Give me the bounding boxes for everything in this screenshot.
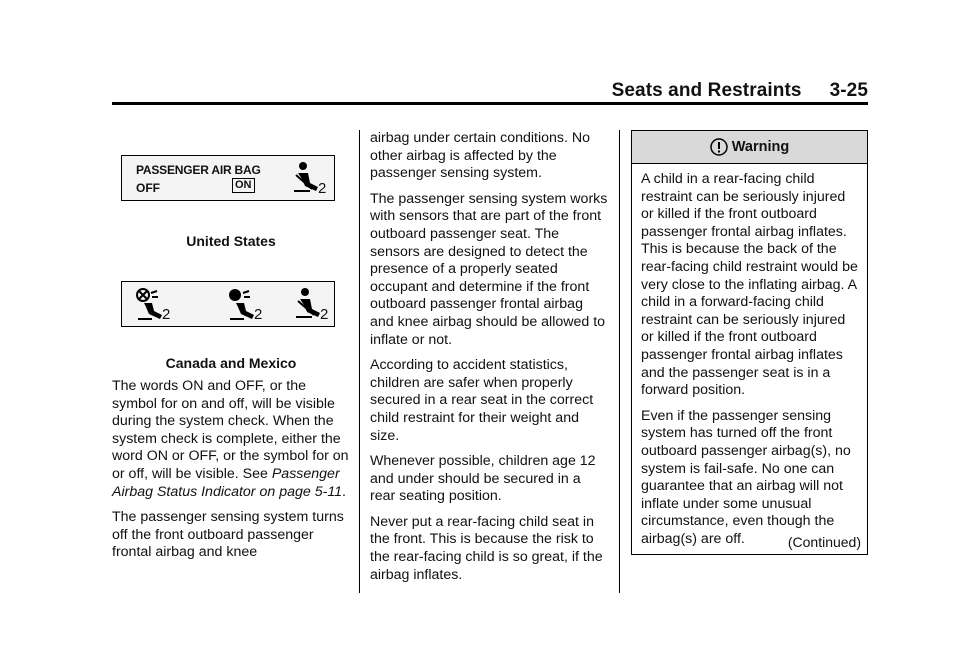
paragraph: A child in a rear-facing child restraint can be seriously injured or killed if the front outboard passenger frontal airbag inflates. This is because the back of the rear-facing child restraint would be very close to the inflating airbag. A child in a forward-facing child restraint can be seriously injured or killed if the front outboard passenger frontal airbag inflates and the passenger seat is in a forward position. [641, 171, 858, 399]
off-label: OFF [136, 181, 160, 195]
paragraph-text: The words ON and OFF, or the symbol for on and off, will be visible during the system check. When the system check is complete, either the word ON or OFF, or the symbol for on or off, will be visible. See [112, 378, 349, 482]
section-title: Seats and Restraints [611, 80, 802, 101]
warning-title: Warning [731, 139, 790, 155]
seated-person-icon [292, 287, 322, 321]
page-number: 3-25 [829, 80, 868, 101]
paragraph: Even if the passenger sensing system has turned off the front outboard passenger airbag(s), no system is fail-safe. No one can guarantee that an airbag will not inflate under some unusual circumstance, even though the airbag(s) are off. [641, 407, 851, 547]
paragraph: airbag under certain conditions. No other airbag is affected by the passenger sensing system. [370, 130, 591, 182]
header-text [612, 80, 868, 102]
airbag-off-icon [134, 287, 164, 321]
page-header [112, 80, 868, 104]
figure-caption-us: United States [186, 233, 276, 249]
column-divider [619, 130, 620, 593]
icon-number: 2 [162, 306, 171, 323]
cross-reference-link[interactable]: Passenger Airbag Status Indicator on page 5-11 [112, 465, 343, 500]
header-rule [112, 102, 868, 105]
paragraph: The passenger sensing system works with sensors that are part of the front outboard passenger seat. The sensors are designed to detect the presence of a properly seated occupant and determine if the front outboard passenger frontal airbag and knee airbag should be allowed to inflate or not. [370, 190, 608, 348]
continued-label: (Continued) [787, 534, 861, 550]
paragraph: Never put a rear-facing child seat in the front. This is because the risk to the rear-facing child is so great, if the airbag inflates. [370, 513, 603, 583]
column-2-text [370, 130, 608, 592]
column-divider [359, 130, 360, 593]
on-label: ON [232, 178, 255, 193]
icon-number: 2 [320, 306, 329, 323]
paragraph: Whenever possible, children age 12 and under should be secured in a rear seating position. [370, 453, 596, 505]
figure-caption-canada: Canada and Mexico [165, 355, 297, 371]
paragraph [112, 378, 352, 501]
icon-number: 2 [318, 180, 327, 197]
seated-person-icon [290, 161, 320, 195]
warning-icon [710, 138, 728, 156]
passenger-air-bag-label: PASSENGER AIR BAG [136, 163, 261, 177]
column-1-text [112, 378, 352, 570]
warning-header [632, 131, 867, 164]
us-airbag-indicator-panel [121, 155, 335, 201]
canada-airbag-indicator-panel [121, 281, 335, 327]
icon-number: 2 [254, 306, 263, 323]
paragraph: The passenger sensing system turns off the front outboard passenger frontal airbag and knee [112, 509, 344, 561]
paragraph-text: . [342, 483, 346, 500]
airbag-on-icon [226, 287, 256, 321]
warning-body [632, 164, 867, 548]
paragraph: According to accident statistics, children are safer when properly secured in a rear seat in the correct child restraint for their weight and size. [370, 357, 594, 444]
warning-box [631, 130, 868, 555]
